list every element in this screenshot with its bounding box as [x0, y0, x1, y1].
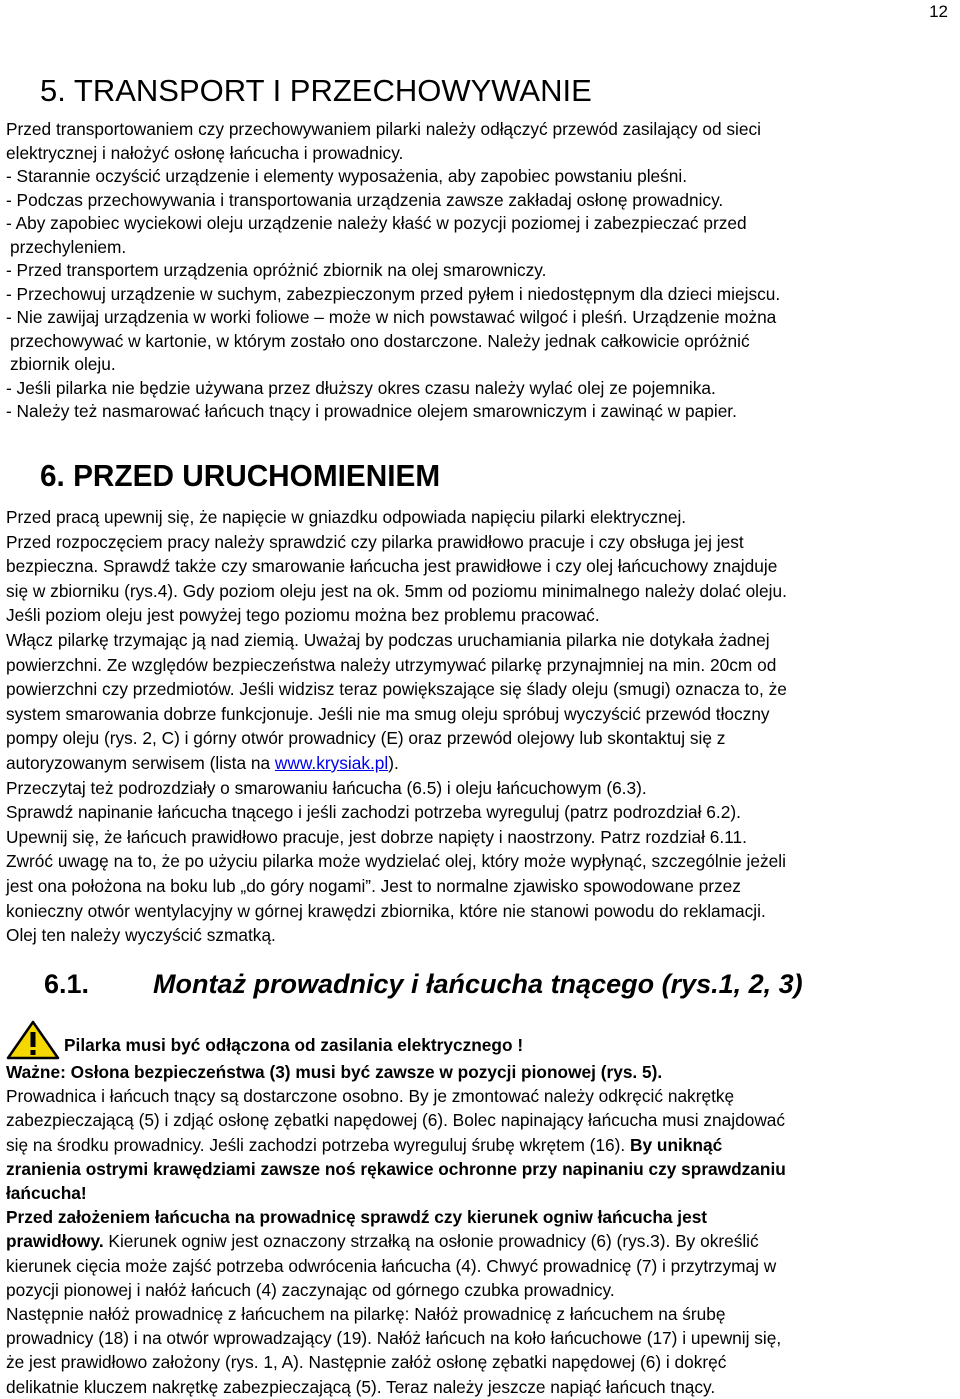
text-normal: się na środku prowadnicy. Jeśli zachodzi potrzeba wyreguluj śrubę wkrętem (16). — [6, 1134, 631, 1155]
paragraph-line: - Podczas przechowywania i transportowania urządzenia zawsze zakładaj osłonę prowadnicy. — [6, 189, 724, 210]
paragraph-line: - Aby zapobiec wyciekowi oleju urządzenie należy kłaść w pozycji poziomej i zabezpieczać przed — [6, 213, 747, 233]
section-6-body — [0, 505, 960, 948]
paragraph-line: zabezpieczającą (5) i zdjąć osłonę zębatki napędowej (6). Bolec napinający łańcucha musi znajdować — [6, 1110, 786, 1131]
section-5-heading: 5. TRANSPORT I PRZECHOWYWANIE — [40, 73, 592, 108]
paragraph-line: elektrycznej i nałożyć osłonę łańcucha i prowadnicy. — [6, 142, 404, 163]
section-6-1-heading — [0, 964, 960, 1006]
paragraph-line: Włącz pilarkę trzymając ją nad ziemią. Uważaj by podczas uruchamiania pilarka nie dotykała żadnej — [6, 629, 770, 650]
paragraph-line: Upewnij się, że łańcuch prawidłowo pracuje, jest dobrze napięty i naostrzony. Patrz rozdział 6.11. — [6, 826, 747, 847]
paragraph-line: - Starannie oczyścić urządzenie i elementy wyposażenia, aby zapobiec powstaniu pleśni. — [6, 166, 688, 186]
section-6-1-body — [0, 1060, 960, 1399]
paragraph-line: Następnie nałóż prowadnicę z łańcuchem na pilarkę: Nałóż prowadnicę z łańcuchem na śrubę — [6, 1304, 726, 1325]
link-prefix: autoryzowanym serwisem (lista na — [6, 752, 275, 773]
section-bar-chain-assembly — [0, 964, 960, 1399]
paragraph-line: delikatnie kluczem nakrętkę zabezpieczającą (5). Teraz należy jeszcze napiąć łańcuch tnący. — [6, 1376, 716, 1397]
paragraph-line-with-link — [0, 751, 960, 776]
paragraph-line: Olej ten należy wyczyścić szmatką. — [6, 925, 276, 946]
section-transport-storage — [0, 72, 960, 424]
section-before-start — [0, 456, 960, 948]
text-bold: By uniknąć — [630, 1134, 723, 1155]
section-6-heading: 6. PRZED URUCHOMIENIEM — [40, 458, 441, 493]
page-number: 12 — [929, 2, 948, 21]
paragraph-line: Przed pracą upewnij się, że napięcie w gniazdku odpowiada napięciu pilarki elektrycznej. — [6, 507, 687, 527]
paragraph-line: powierzchni czy przedmiotów. Jeśli widzisz teraz powiększające się ślady oleju (smugi) oznacza to, że — [6, 679, 787, 700]
section-6-1-number: 6.1. — [44, 969, 90, 999]
important-note: Ważne: Osłona bezpieczeństwa (3) musi być zawsze w pozycji pionowej (rys. 5). — [6, 1062, 663, 1082]
paragraph-line: Przed rozpoczęciem pracy należy sprawdzić czy pilarka prawidłowo pracuje i czy obsługa jej jest — [6, 531, 744, 552]
warning-text: Pilarka musi być odłączona od zasilania elektrycznego ! — [64, 1035, 524, 1055]
paragraph-line: Prowadnica i łańcuch tnący są dostarczone osobno. By je zmontować należy odkręcić nakrętkę — [6, 1086, 735, 1107]
paragraph-line: - Jeśli pilarka nie będzie używana przez dłuższy okres czasu należy wylać olej ze pojemnika. — [6, 377, 716, 398]
section-6-1-title: Montaż prowadnicy i łańcucha tnącego (rys.1, 2, 3) — [153, 969, 803, 999]
paragraph-line: łańcucha! — [6, 1183, 87, 1204]
paragraph-line: - Przechowuj urządzenie w suchym, zabezpieczonym przed pyłem i niedostępnym dla dzieci miejscu. — [6, 283, 781, 304]
paragraph-line: Przed transportowaniem czy przechowywaniem pilarki należy odłączyć przewód zasilający od sieci — [6, 119, 761, 139]
paragraph-line: Zwróć uwagę na to, że po użyciu pilarka może wydzielać olej, który może wypłynąć, szczególnie jeżeli — [6, 851, 786, 872]
paragraph-line: prowadnicy (18) i na otwór wprowadzający (19). Nałóż łańcuch na koło łańcuchowe (17) i upewnij się, — [6, 1328, 782, 1349]
paragraph-line: - Przed transportem urządzenia opróżnić zbiornik na olej smarowniczy. — [6, 260, 547, 280]
paragraph-line: pozycji pionowej i nałóż łańcuch (4) zaczynając od górnego czubka prowadnicy. — [6, 1279, 615, 1300]
paragraph-line: że jest prawidłowo założony (rys. 1, A). Następnie załóż osłonę zębatki napędowej (6) i dokręć — [6, 1352, 727, 1373]
paragraph-line: - Nie zawijaj urządzenia w worki foliowe – może w nich powstawać wilgoć i pleśń. Urządzenie można — [6, 307, 777, 327]
paragraph-line — [0, 1229, 960, 1253]
paragraph-line: - Należy też nasmarować łańcuch tnący i prowadnice olejem smarowniczym i zawinąć w papier. — [6, 401, 737, 421]
warning-box — [0, 1020, 960, 1060]
paragraph-line: kierunek cięcia może zajść potrzeba odwrócenia łańcucha (4). Chwyć prowadnicę (7) i przytrzymaj w — [6, 1255, 777, 1276]
paragraph-line: się w zbiorniku (rys.4). Gdy poziom oleju jest na ok. 5mm od poziomu minimalnego należy dolać oleju. — [6, 580, 787, 601]
text-bold: prawidłowy. — [6, 1231, 104, 1252]
link-suffix: ). — [388, 752, 399, 773]
paragraph-line: zbiornik oleju. — [10, 354, 116, 374]
paragraph-line: Jeśli poziom oleju jest powyżej tego poziomu można bez problemu pracować. — [6, 605, 600, 626]
warning-triangle-icon — [6, 1020, 60, 1060]
paragraph-line: bezpieczna. Sprawdź także czy smarowanie łańcucha jest prawidłowe i czy olej łańcuchowy znajduje — [6, 556, 778, 577]
paragraph-line: przechowywać w kartonie, w którym zostało ono dostarczone. Należy jednak całkowicie opróżnić — [10, 330, 750, 351]
paragraph-line: jest ona położona na boku lub „do góry nogami”. Jest to normalne zjawisko spowodowane przez — [6, 875, 741, 896]
paragraph-line: Przeczytaj też podrozdziały o smarowaniu łańcucha (6.5) i oleju łańcuchowym (6.3). — [6, 777, 647, 798]
paragraph-line: pompy oleju (rys. 2, C) i górny otwór prowadnicy (E) oraz przewód olejowy lub skontaktuj się z — [6, 728, 726, 749]
service-list-link[interactable]: www.krysiak.pl — [274, 752, 389, 773]
paragraph-line: powierzchni. Ze względów bezpieczeństwa należy utrzymywać pilarkę przynajmniej na min. 20cm od — [6, 654, 777, 675]
paragraph-line: konieczny otwór wentylacyjny w górnej krawędzi zbiornika, które nie stanowi powodu do reklamacji. — [6, 900, 766, 921]
paragraph-line: zranienia ostrymi krawędziami zawsze noś rękawice ochronne przy napinaniu czy sprawdzaniu — [6, 1158, 786, 1179]
section-5-body — [0, 118, 960, 424]
paragraph-line: Przed założeniem łańcucha na prowadnicę sprawdź czy kierunek ogniw łańcucha jest — [6, 1207, 708, 1228]
paragraph-line: system smarowania dobrze funkcjonuje. Jeśli nie ma smug oleju spróbuj wyczyścić przewód tłoczny — [6, 703, 770, 724]
text-normal: Kierunek ogniw jest oznaczony strzałką na osłonie prowadnicy (6) (rys.3). By określić — [103, 1231, 759, 1252]
paragraph-line: Sprawdź napinanie łańcucha tnącego i jeśli zachodzi potrzeba wyreguluj (patrz podrozdział 6.2). — [6, 802, 741, 823]
paragraph-line: przechyleniem. — [10, 236, 127, 257]
paragraph-line — [0, 1133, 960, 1157]
